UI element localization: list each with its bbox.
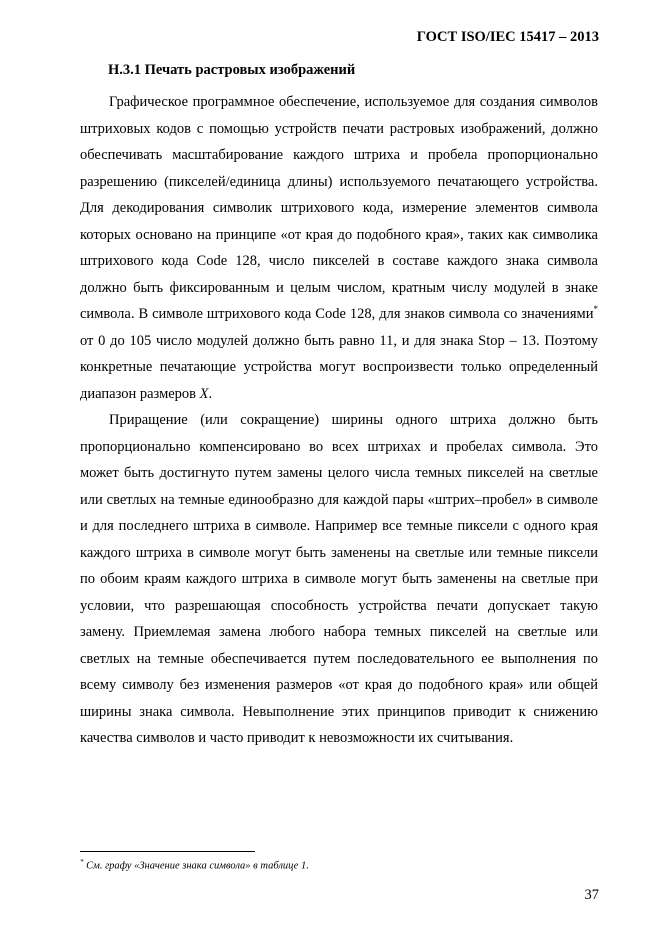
- footnote-mark: *: [80, 858, 84, 866]
- paragraph-text-part2: от 0 до 105 число модулей должно быть равно 11, и для знака Stop – 13. Поэтому конкретные печатающие устройства могут воспроизвести только определенный диапазон размеров: [80, 332, 598, 402]
- section-title: H.3.1 Печать растровых изображений: [108, 62, 356, 78]
- footnote: [80, 858, 309, 872]
- paragraph-printing-raster: [80, 89, 598, 407]
- paragraph-end: .: [208, 385, 213, 402]
- page-number: 37: [584, 887, 599, 903]
- document-header: ГОСТ ISO/IEC 15417 – 2013: [416, 29, 599, 45]
- body-text: [80, 89, 598, 752]
- footnote-text: См. графу «Значение знака символа» в таблице 1.: [83, 860, 309, 872]
- paragraph-text-part1: Графическое программное обеспечение, используемое для создания символов штриховых кодов с помощью устройств печати растровых изображений, должно обеспечивать масштабирование каждого штриха и пробела пропорционально разрешению (пикселей/единица длины) используемого печатающего устройства. Для декодирования символик штрихового кода, измерение элементов символа которых основано на принципе «от края до подобного края», таких как символика штрихового кода Code 128, число пикселей в составе каждого знака символа должно быть фиксированным и целым числом, кратным числу модулей в знаке символа. В символе штрихового кода Code 128, для знаков символа со значениями: [80, 94, 598, 322]
- paragraph-width-compensation: Приращение (или сокращение) ширины одного штриха должно быть пропорционально компенсировано во всех штрихах и пробелах символа. Это может быть достигнуто путем замены целого числа темных пикселей на светлые или светлых на темные единообразно для каждой пары «штрих–пробел» в символе и для последнего штриха в символе. Например все темные пиксели с одного края каждого штриха в символе могут быть заменены на светлые или темные пиксели по обоим краям каждого штриха в символе могут быть заменены на светлые при условии, что разрешающая способность устройства печати допускает такую замену. Приемлемая замена любого набора темных пикселей на светлые или светлых на темные обеспечивается путем последовательного ее выполнения по всему символу без изменения размеров «от края до подобного края» или общей ширины знака символа. Невыполнение этих принципов приводит к снижению качества символов и часто приводит к невозможности их считывания.: [80, 412, 598, 746]
- footnote-reference: *: [593, 304, 598, 315]
- footnote-divider: [80, 851, 255, 852]
- variable-x: X: [199, 385, 209, 402]
